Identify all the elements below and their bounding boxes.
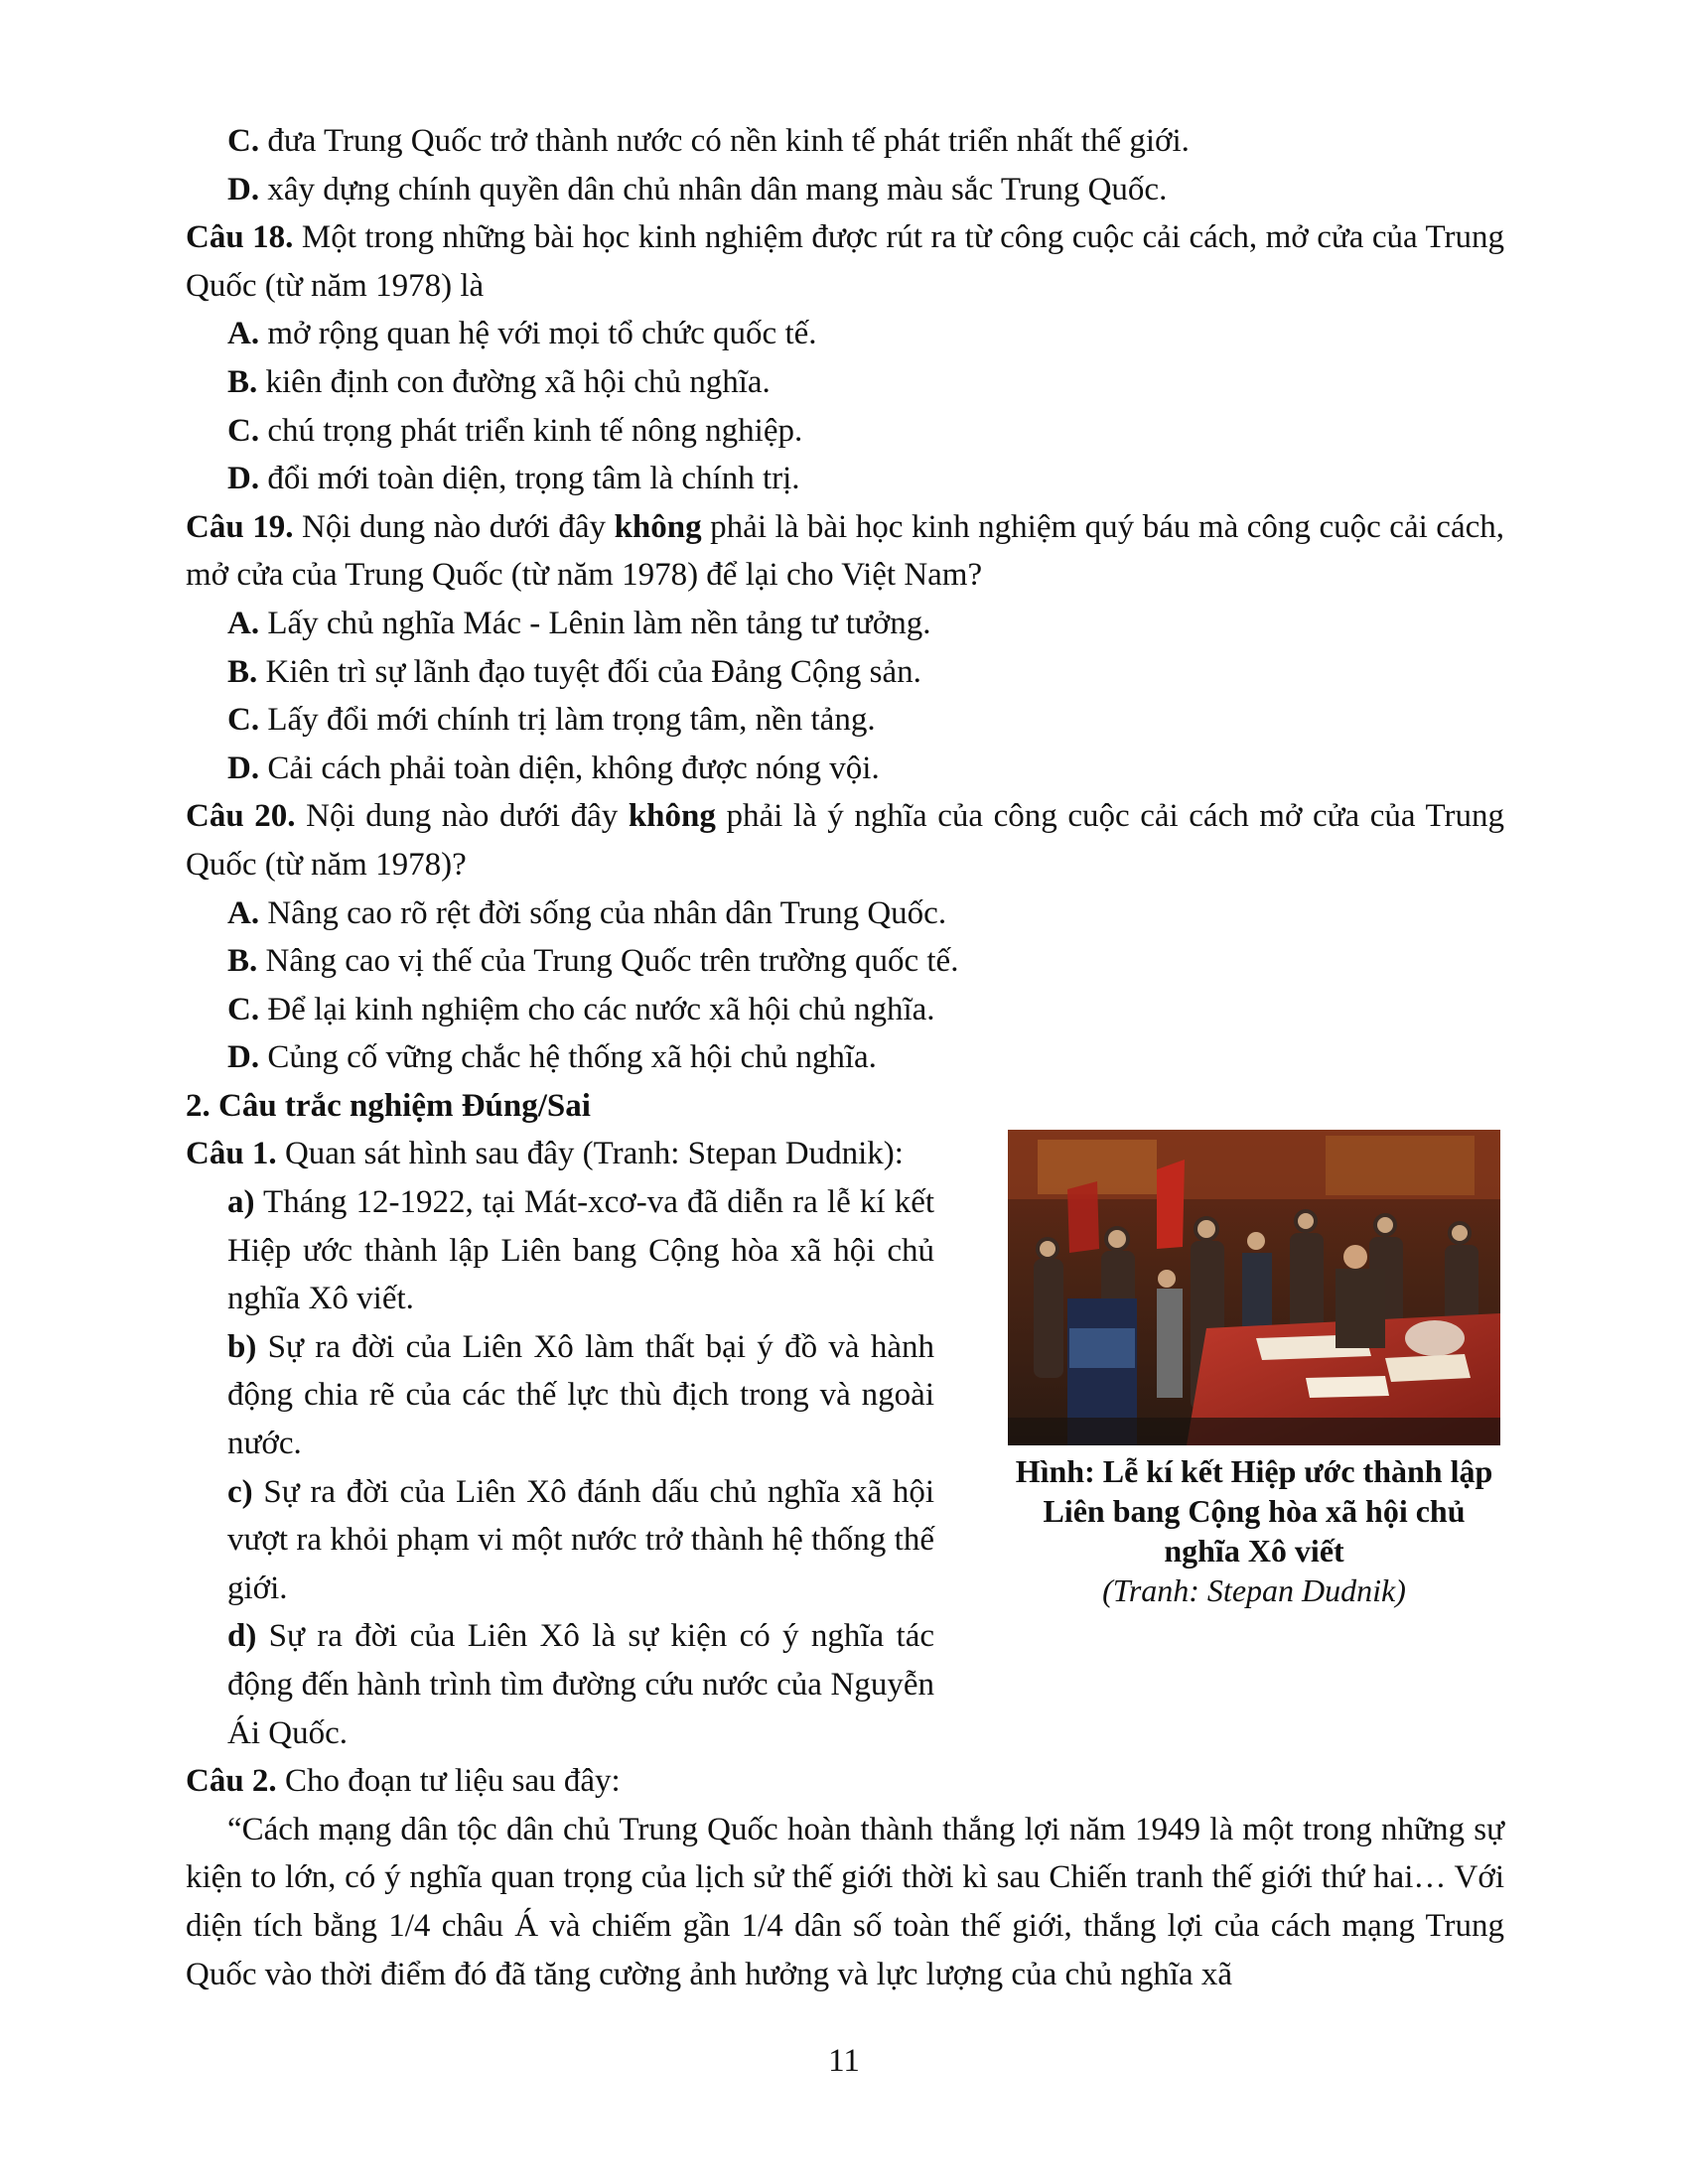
option-letter: A. — [227, 316, 260, 352]
option-letter: B. — [227, 943, 258, 980]
option-letter: A. — [227, 605, 260, 641]
option-text: Củng cố vững chắc hệ thống xã hội chủ nghĩa. — [267, 1039, 877, 1076]
question-stem-emphasis: không — [628, 798, 716, 835]
question-label: Câu 18. — [186, 219, 294, 256]
ts-q1-item-d — [186, 1612, 934, 1757]
option-text: Để lại kinh nghiệm cho các nước xã hội chủ nghĩa. — [267, 991, 935, 1027]
option-letter: A. — [227, 894, 260, 931]
option-text: Nâng cao rõ rệt đời sống của nhân dân Trung Quốc. — [267, 894, 947, 931]
option-text: Kiên trì sự lãnh đạo tuyệt đối của Đảng Cộng sản. — [265, 653, 921, 690]
q19-option-b — [186, 648, 1504, 697]
ts-question-1-stem — [186, 1130, 934, 1178]
figure-caption: Hình: Lễ kí kết Hiệp ước thành lập Liên bang Cộng hòa xã hội chủ nghĩa Xô viết — [1015, 1453, 1493, 1570]
option-letter: C. — [227, 412, 260, 449]
section-heading: 2. Câu trắc nghiệm Đúng/Sai — [186, 1087, 591, 1124]
option-text: Lấy chủ nghĩa Mác - Lênin làm nền tảng tư tưởng. — [267, 605, 931, 641]
q19-option-a — [186, 600, 1504, 648]
item-letter: c) — [227, 1473, 253, 1510]
item-letter: b) — [227, 1328, 257, 1365]
item-text: Sự ra đời của Liên Xô đánh dấu chủ nghĩa xã hội vượt ra khỏi phạm vi một nước trở thành hệ thống thế giới. — [227, 1473, 935, 1606]
ts-q1-item-b — [186, 1323, 934, 1468]
source-quote: “Cách mạng dân tộc dân chủ Trung Quốc hoàn thành thắng lợi năm 1949 là một trong những sự kiện to lớn, có ý nghĩa quan trọng của lịch sử thế giới thời kì sau Chiến tranh thế giới thứ hai… Với diện tích bằng 1/4 châu Á và chiếm gần 1/4 dân số toàn thế giới, thắng lợi của cách mạng Trung Quốc vào thời điểm đó đã tăng cường ảnh hưởng và lực lượng của chủ nghĩa xã — [186, 1811, 1504, 1992]
q19-option-c — [186, 696, 1504, 745]
item-text: Tháng 12-1922, tại Mát-xcơ-va đã diễn ra lễ kí kết Hiệp ước thành lập Liên bang Cộng hòa xã hội chủ nghĩa Xô viết. — [227, 1184, 935, 1317]
page-content — [186, 117, 1504, 1998]
question-stem-post: phải là bài học kinh nghiệm quý báu mà công cuộc cải cách, mở cửa của Trung Quốc (từ năm 1978) để lại cho Việt Nam? — [186, 508, 1504, 594]
option-letter: B. — [227, 363, 258, 400]
question-label: Câu 2. — [186, 1763, 277, 1800]
q20-option-a — [186, 889, 1504, 938]
question-stem: Cho đoạn tư liệu sau đây: — [284, 1763, 621, 1800]
item-letter: a) — [227, 1184, 255, 1221]
option-letter: D. — [227, 750, 260, 786]
question-stem-emphasis: không — [614, 508, 702, 545]
question-20 — [186, 792, 1504, 888]
question-label: Câu 20. — [186, 798, 296, 835]
ts-q1-item-a — [186, 1178, 934, 1323]
q20-option-d — [186, 1033, 1504, 1082]
option-letter: C. — [227, 702, 260, 739]
question-19 — [186, 503, 1504, 600]
item-text: Sự ra đời của Liên Xô là sự kiện có ý nghĩa tác động đến hành trình tìm đường cứu nước của Nguyễn Ái Quốc. — [227, 1618, 934, 1751]
option-text: xây dựng chính quyền dân chủ nhân dân mang màu sắc Trung Quốc. — [267, 171, 1168, 207]
option-letter: D. — [227, 1039, 260, 1076]
item-text: Sự ra đời của Liên Xô làm thất bại ý đồ và hành động chia rẽ của các thế lực thù địch trong và ngoài nước. — [227, 1328, 935, 1462]
question-stem-pre: Nội dung nào dưới đây — [306, 798, 619, 835]
q18-option-a — [186, 310, 1504, 358]
option-text: Nâng cao vị thế của Trung Quốc trên trường quốc tế. — [265, 943, 959, 980]
q17-option-d — [186, 166, 1504, 214]
q20-option-c — [186, 986, 1504, 1034]
question-label: Câu 19. — [186, 508, 294, 545]
figure-credit: (Tranh: Stepan Dudnik) — [1102, 1572, 1406, 1609]
option-text: chú trọng phát triển kinh tế nông nghiệp. — [267, 412, 803, 449]
q18-option-c — [186, 407, 1504, 456]
question-stem: Một trong những bài học kinh nghiệm được rút ra từ công cuộc cải cách, mở cửa của Trung Quốc (từ năm 1978) là — [186, 219, 1505, 304]
ts-q1-item-c — [186, 1468, 934, 1613]
question-stem-pre: Nội dung nào dưới đây — [302, 508, 607, 545]
ts-question-2 — [186, 1757, 1504, 1806]
option-text: đổi mới toàn diện, trọng tâm là chính trị. — [267, 461, 800, 497]
option-letter: C. — [227, 123, 260, 159]
option-letter: C. — [227, 991, 260, 1027]
figure — [1004, 1130, 1504, 1610]
question-18 — [186, 213, 1504, 310]
option-text: kiên định con đường xã hội chủ nghĩa. — [265, 363, 771, 400]
question-label: Câu 1. — [186, 1136, 277, 1172]
page-number: 11 — [828, 2043, 860, 2079]
option-letter: D. — [227, 461, 260, 497]
option-letter: B. — [227, 653, 258, 690]
option-text: Cải cách phải toàn diện, không được nóng vội. — [267, 750, 880, 786]
option-text: đưa Trung Quốc trở thành nước có nền kinh tế phát triển nhất thế giới. — [267, 123, 1190, 159]
question-stem: Quan sát hình sau đây (Tranh: Stepan Dudnik): — [284, 1136, 904, 1172]
question-stem-post: phải là ý nghĩa của công cuộc cải cách mở cửa của Trung Quốc (từ năm 1978)? — [186, 798, 1505, 883]
q20-option-b — [186, 937, 1504, 986]
item-letter: d) — [227, 1618, 257, 1655]
q19-option-d — [186, 745, 1504, 793]
ts-question-1-block — [186, 1130, 1504, 1757]
option-text: mở rộng quan hệ với mọi tổ chức quốc tế. — [267, 316, 817, 352]
q17-option-c — [186, 117, 1504, 166]
painting-image — [1008, 1130, 1500, 1445]
ts-question-1-text — [186, 1130, 934, 1757]
q18-option-d — [186, 455, 1504, 503]
q18-option-b — [186, 358, 1504, 407]
option-text: Lấy đổi mới chính trị làm trọng tâm, nền tảng. — [267, 702, 876, 739]
option-letter: D. — [227, 171, 260, 207]
